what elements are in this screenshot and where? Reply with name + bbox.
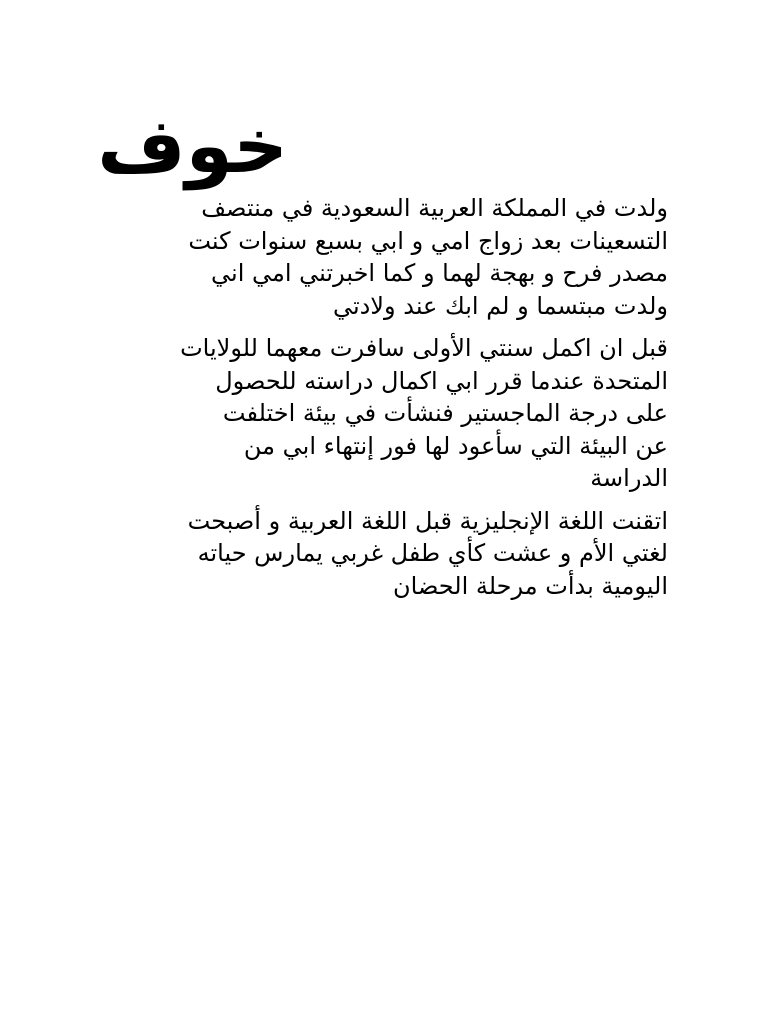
- document-body: [93, 100, 668, 602]
- page-title: خوف: [97, 101, 288, 190]
- text-line: قبل ان اكمل سنتي الأولى سافرت معهما للولايات: [180, 334, 668, 362]
- paragraph-travel: [93, 332, 668, 495]
- text-line: ولدت مبتسما و لم ابك عند ولادتي: [332, 291, 668, 320]
- text-line: المتحدة عندما قرر ابي اكمال دراسته للحصول: [215, 366, 668, 395]
- paragraph-birth: [93, 192, 668, 322]
- text-line: مصدر فرح و بهجة لهما و كما اخبرتني امي اني: [211, 259, 668, 287]
- text-line: التسعينات بعد زواج امي و ابي بسبع سنوات كنت: [188, 226, 668, 255]
- text-line: على درجة الماجستير فنشأت في بيئة اختلفت: [222, 399, 668, 427]
- text-line: لغتي الأم و عشت كأي طفل غربي يمارس حياته: [197, 539, 668, 567]
- text-line: الدراسة: [590, 464, 668, 492]
- text-line: اليومية بدأت مرحلة الحضان: [393, 571, 668, 600]
- text-line: ولدت في المملكة العربية السعودية في منتصف: [201, 194, 668, 222]
- text-line: عن البيئة التي سأعود لها فور إنتهاء ابي من: [243, 431, 668, 460]
- paragraph-gap: [93, 322, 668, 332]
- paragraph-gap: [93, 495, 668, 505]
- paragraph-language: [93, 505, 668, 603]
- text-line: اتقنت اللغة الإنجليزية قبل اللغة العربية و أصبحت: [187, 506, 668, 535]
